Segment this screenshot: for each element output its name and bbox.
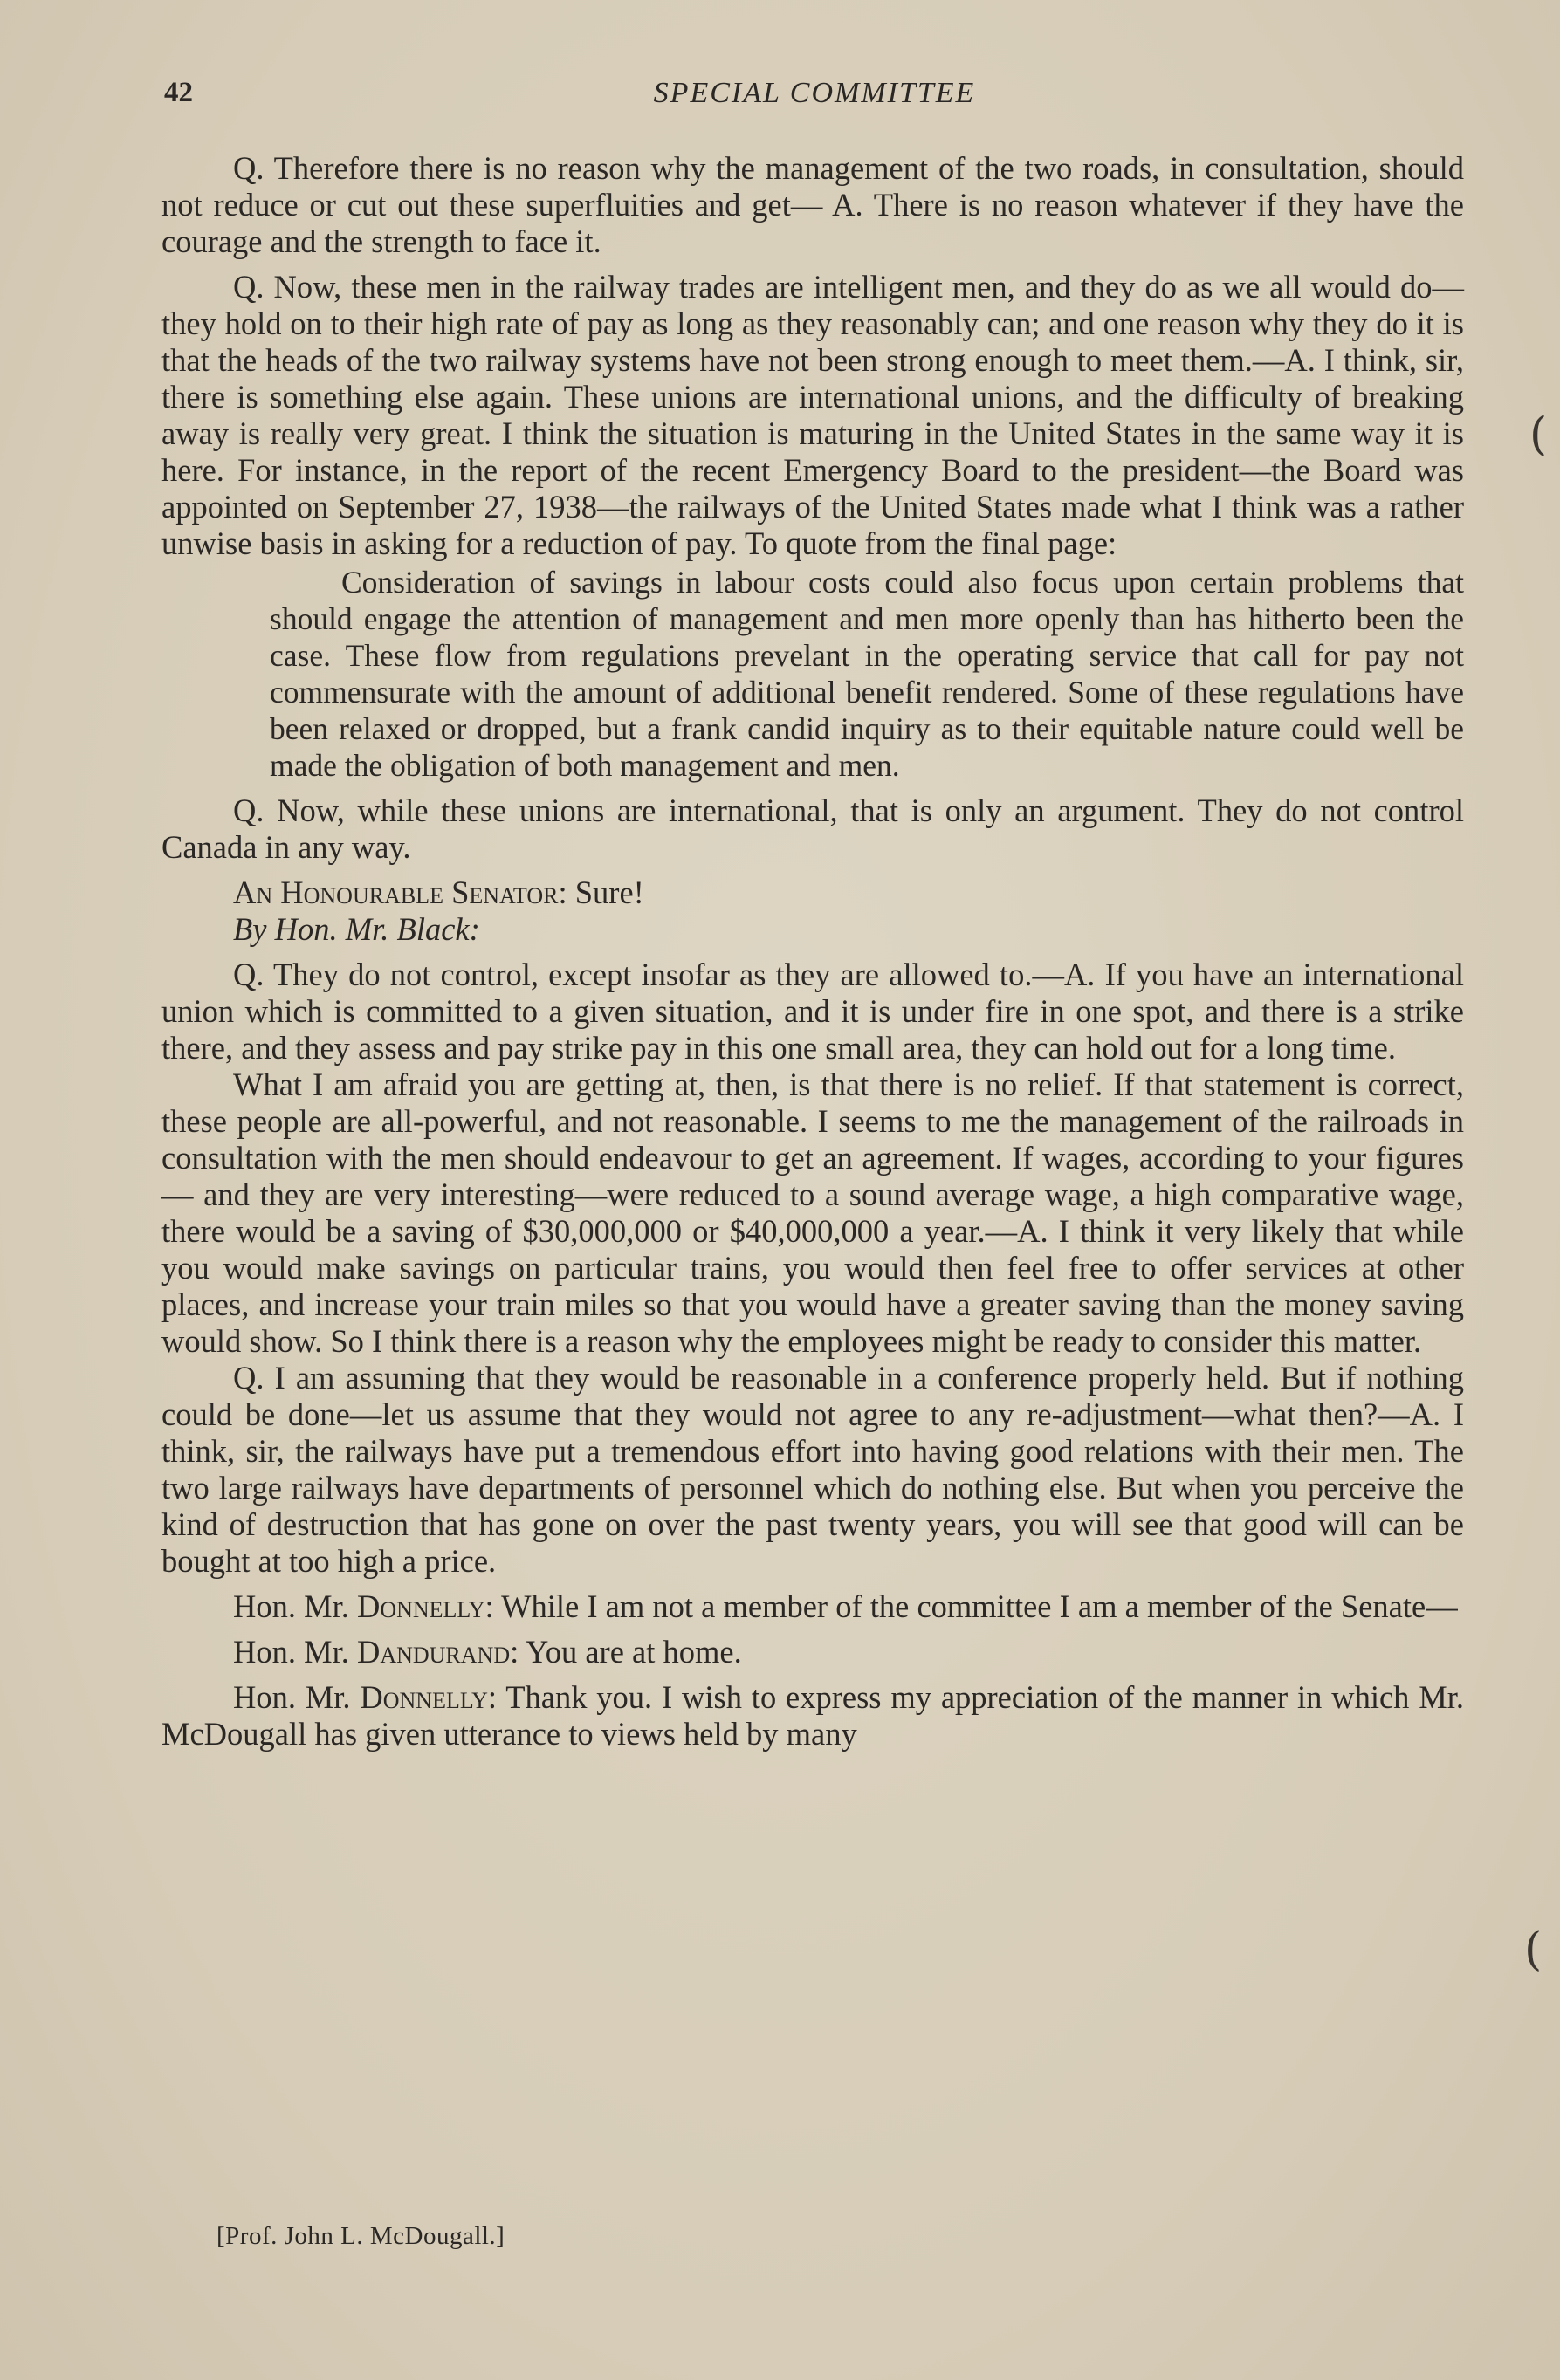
speech-text: Thank you. I wish to express my appreciation of the manner in which Mr. McDougall has given utterance to views held by many	[161, 1679, 1464, 1752]
speaker-name: An Honourable Senator:	[233, 874, 567, 910]
senator-interjection	[161, 874, 1464, 911]
running-head: SPECIAL COMMITTEE	[653, 77, 976, 109]
paragraph: Q. I am assuming that they would be reasonable in a conference properly held. But if nothing could be done—let us assume that they would not agree to any re-adjustment—what then?—A. I think, sir, the railways have put a tremendous effort into having good relations with their men. The two large railways have departments of personnel which do nothing else. But when you perceive the kind of destruction that has gone on over the past twenty years, you will see that good will can be bought at too high a price.	[161, 1360, 1464, 1579]
speech-text: You are at home.	[519, 1634, 742, 1670]
paragraph: Q. Therefore there is no reason why the management of the two roads, in consultation, should not reduce or cut out these superfluities and get— A. There is no reason whatever if they have the courage and the strength to face it.	[161, 150, 1464, 259]
speaker-name: Donnelly:	[360, 1679, 498, 1715]
paragraph: Q. They do not control, except insofar as they are allowed to.—A. If you have an international union which is committed to a given situation, and it is under fire in one spot, and there is a strike there, and they assess and pay strike pay in this one small area, they can hold out for a long time.	[161, 957, 1464, 1066]
speech-text: While I am not a member of the committee I am a member of the Senate—	[493, 1588, 1458, 1624]
speaker-name: Dandurand:	[356, 1634, 519, 1670]
speaker-prefix: Hon. Mr.	[233, 1634, 357, 1670]
paragraph: Q. Now, these men in the railway trades are intelligent men, and they do as we all would do—they hold on to their high rate of pay as long as they reasonably can; and one reason why they do it is that the heads of the two railway systems have not been strong enough to meet them.—A. I think, sir, there is something else again. These unions are international unions, and the difficulty of breaking away is really very great. I think the situation is maturing in the United States in the same way it is here. For instance, in the report of the recent Emergency Board to the president—the Board was appointed on September 27, 1938—the railways of the United States made what I think was a rather unwise basis in asking for a reduction of pay. To quote from the final page:	[161, 269, 1464, 561]
dialogue-line	[161, 1588, 1464, 1625]
binding-hole-mark: (	[1529, 408, 1548, 461]
paragraph: What I am afraid you are getting at, then, is that there is no relief. If that statement is correct, these people are all-powerful, and not reasonable. I seems to me the management of the railroads in consultation with the men should endeavour to get an agreement. If wages, according to your figures— and they are very interesting—were reduced to a sound average wage, a high comparative wage, there would be a saving of $30,000,000 or $40,000,000 a year.—A. I think it very likely that while you would make savings on particular trains, you would then feel free to offer services at other places, and increase your train miles so that you would have a greater saving than the money saving would show. So I think there is a reason why the employees might be ready to consider this matter.	[161, 1067, 1464, 1359]
speaker-prefix: Hon. Mr.	[233, 1588, 357, 1624]
page-footer: [Prof. John L. McDougall.]	[216, 2222, 505, 2250]
page-number: 42	[164, 77, 193, 108]
body-text	[161, 150, 1464, 1752]
page-header	[164, 77, 1465, 120]
examiner-heading: By Hon. Mr. Black:	[233, 911, 480, 947]
dialogue-line	[161, 1679, 1464, 1752]
speech-text: Sure!	[567, 874, 644, 910]
speaker-name: Donnelly:	[356, 1588, 494, 1624]
binding-hole-mark: (	[1524, 1924, 1543, 1976]
speaker-prefix: Hon. Mr.	[233, 1679, 361, 1715]
block-quote: Consideration of savings in labour costs could also focus upon certain problems that should engage the attention of management and men more openly than has hitherto been the case. These flow from regulations prevelant in the operating service that call for pay not commensurate with the amount of additional benefit rendered. Some of these regulations have been relaxed or dropped, but a frank candid inquiry as to their equitable nature could well be made the obligation of both management and men.	[270, 565, 1464, 783]
paragraph: Q. Now, while these unions are international, that is only an argument. They do not control Canada in any way.	[161, 792, 1464, 865]
dialogue-line	[161, 1634, 1464, 1670]
